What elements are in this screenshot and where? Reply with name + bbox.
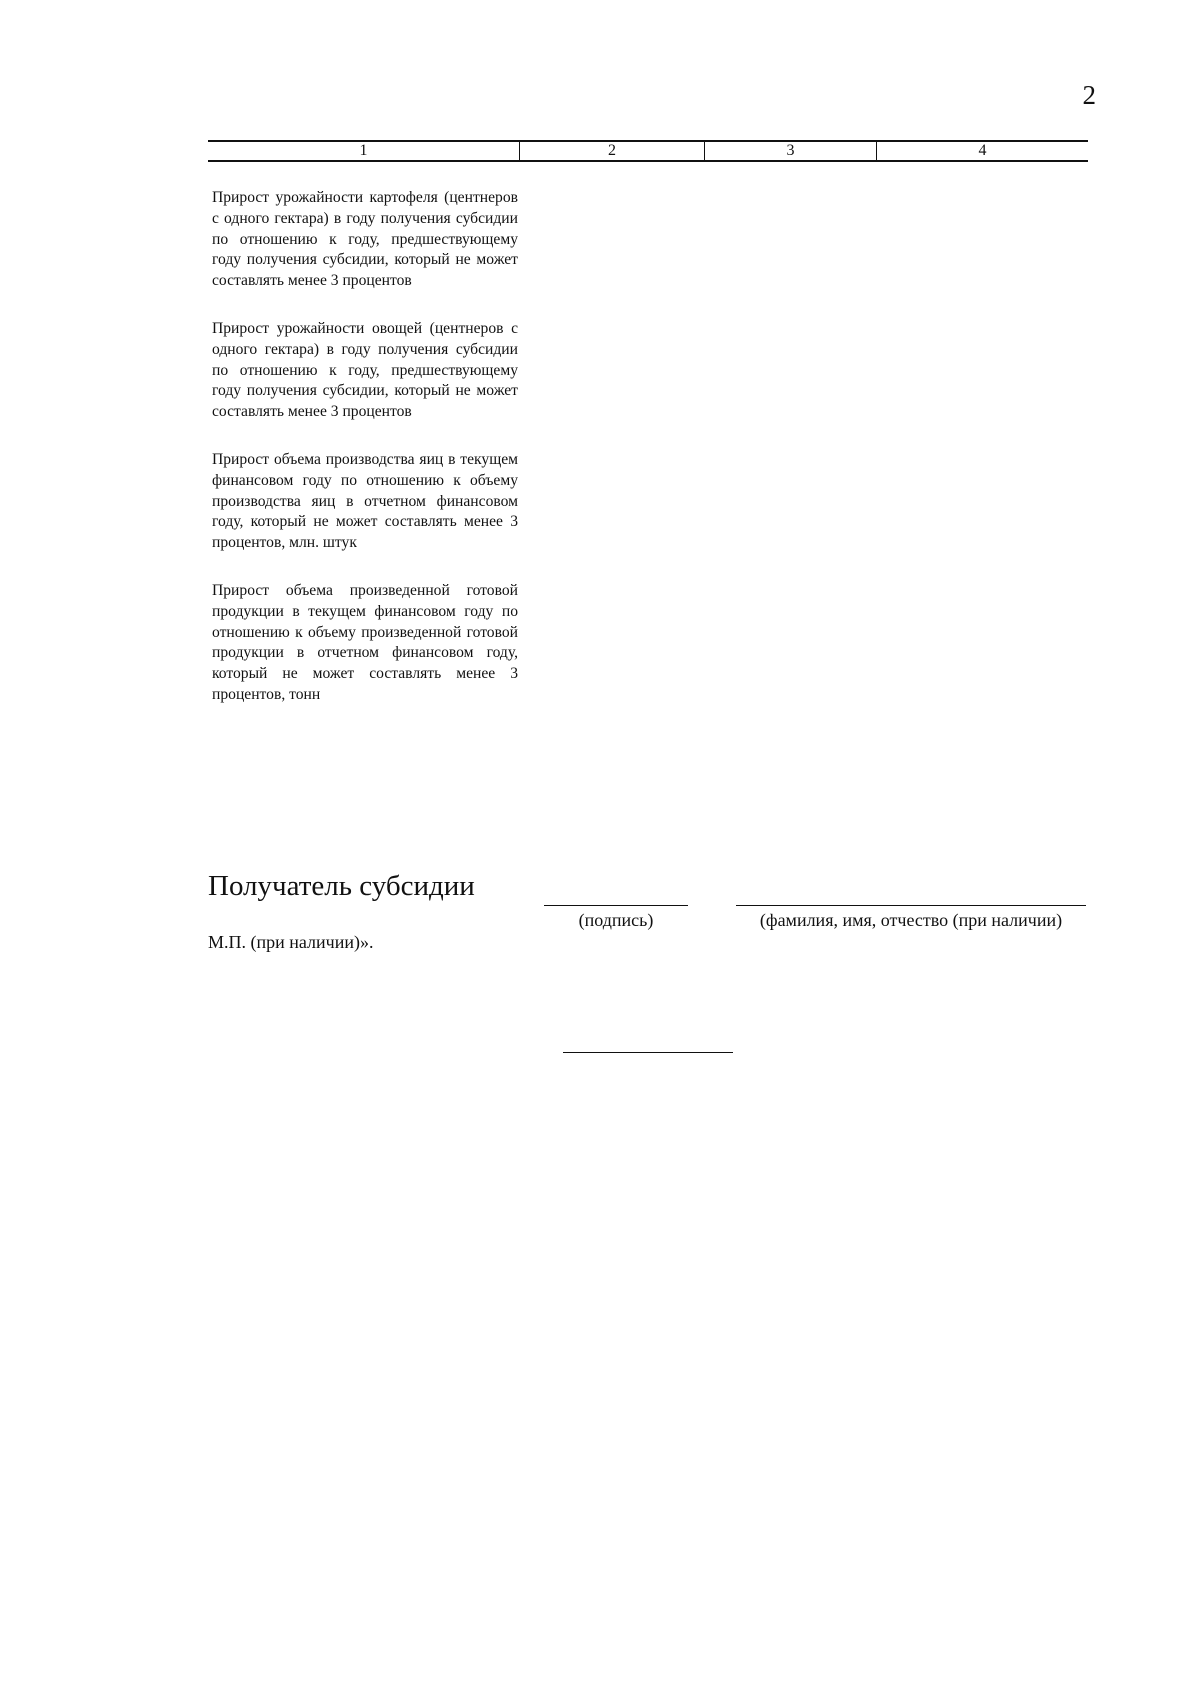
signature-line <box>544 905 688 906</box>
page-number: 2 <box>1082 80 1096 110</box>
document-end-rule <box>563 1052 733 1053</box>
table-header-row <box>208 140 1088 162</box>
column-number-1: 1 <box>208 142 520 160</box>
column-number-3: 3 <box>705 142 877 160</box>
indicator-finished-products: Прирост объема произведенной готовой продукции в текущем финансовом году по отношению к объему произведенной готовой продукции в отчетном финансовом году, который не может составлять менее 3 процентов, тонн <box>212 581 518 703</box>
indicator-list <box>212 188 518 733</box>
signature-caption: (подпись) <box>578 910 654 930</box>
name-caption: (фамилия, имя, отчество (при наличии) <box>759 910 1063 930</box>
name-line <box>736 905 1086 906</box>
indicator-potato-yield: Прирост урожайности картофеля (центнеров с одного гектара) в году получения субсидии по отношению к году, предшествующему году получения субсидии, который не может составлять менее 3 процентов <box>212 189 518 290</box>
recipient-label: Получатель субсидии <box>208 870 475 902</box>
column-number-2: 2 <box>520 142 705 160</box>
indicator-egg-production: Прирост объема производства яиц в текущем финансовом году по отношению к объему производства яиц в отчетном финансовом году, который не может составлять менее 3 процентов, млн. штук <box>212 450 518 552</box>
indicator-vegetable-yield: Прирост урожайности овощей (центнеров с одного гектара) в году получения субсидии по отношению к году, предшествующему году получения субсидии, который не может составлять менее 3 процентов <box>212 319 518 421</box>
column-number-4: 4 <box>978 142 987 159</box>
stamp-place-label: М.П. (при наличии)». <box>208 932 374 952</box>
